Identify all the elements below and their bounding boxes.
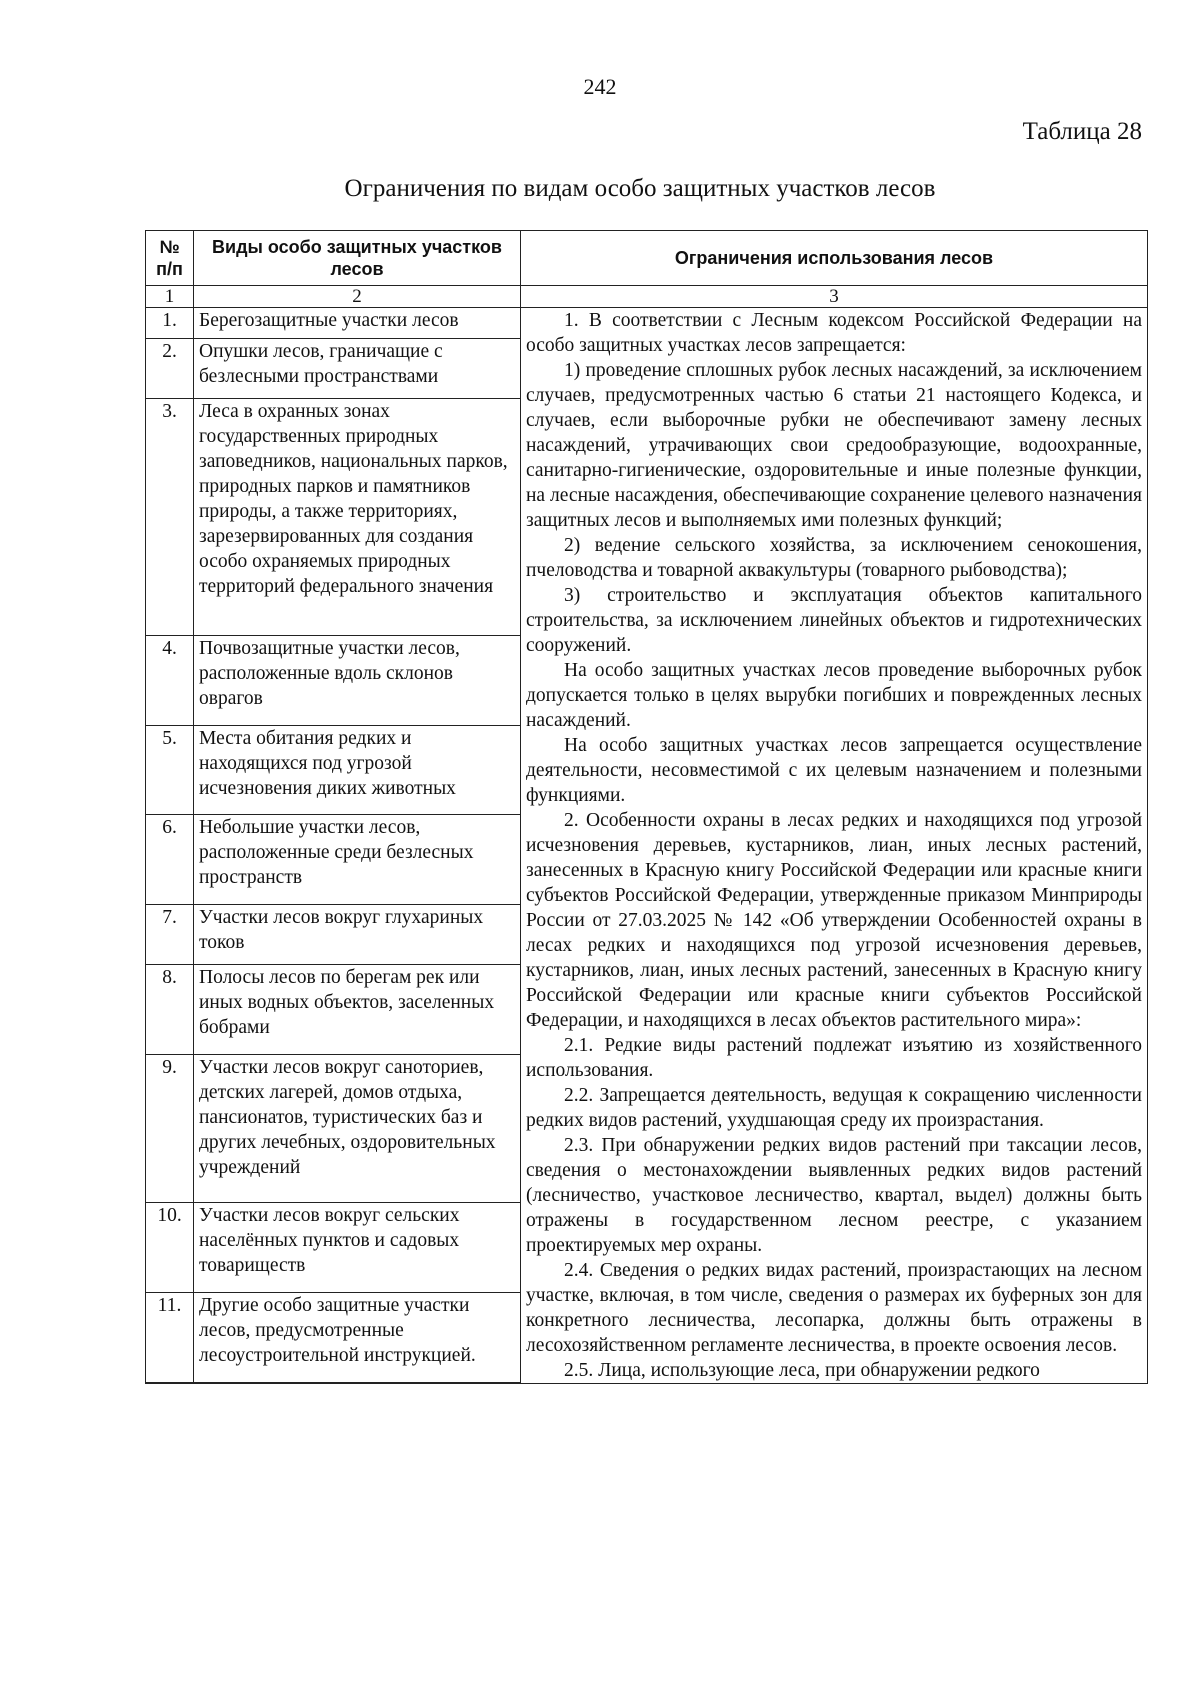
header-types: Виды особо защитных участков лесов — [194, 231, 521, 286]
restriction-paragraph: 2. Особенности охраны в лесах редких и находящихся под угрозой исчезновения деревьев, кустарников, лиан, иных лесных растений, занесенных в Красную книгу Российской Федерации или красные книги субъектов Российской Федерации, утвержденные приказом Минприроды России от 27.03.2025 № 142 «Об утверждении Особенностей охраны в лесах редких и находящихся под угрозой исчезновения деревьев, кустарников, лиан, иных лесных растений, занесенных в Красную книгу Российской Федерации или красные книги субъектов Российской Федерации, и находящихся в лесах объектов растительного мира»: — [526, 810, 1142, 1031]
column-index: 1 — [146, 286, 194, 308]
header-restrictions: Ограничения использования лесов — [521, 231, 1148, 286]
restrictions-table — [145, 230, 1148, 1384]
restriction-paragraph: 2) ведение сельского хозяйства, за исключением сенокошения, пчеловодства и товарной аквакультуры (товарного рыбоводства); — [526, 535, 1142, 581]
row-number: 5. — [146, 725, 194, 815]
row-kind: Почвозащитные участки лесов, расположенные вдоль склонов оврагов — [194, 635, 521, 725]
restriction-paragraph: 2.2. Запрещается деятельность, ведущая к сокращению численности редких видов растений, ухудшающая среду их произрастания. — [526, 1085, 1142, 1131]
column-index-row — [146, 286, 1148, 308]
row-kind: Участки лесов вокруг сельских населённых пунктов и садовых товариществ — [194, 1203, 521, 1293]
row-number: 4. — [146, 635, 194, 725]
filler-cell — [194, 1382, 521, 1383]
restriction-paragraph: 1. В соответствии с Лесным кодексом Российской Федерации на особо защитных участках лесов запрещается: — [526, 310, 1142, 356]
row-kind: Полосы лесов по берегам рек или иных водных объектов, заселенных бобрами — [194, 965, 521, 1055]
table-label: Таблица 28 — [1022, 118, 1142, 145]
header-num: № п/п — [146, 231, 194, 286]
restriction-paragraph: 2.5. Лица, использующие леса, при обнаружении редкого — [564, 1360, 1040, 1381]
row-number: 2. — [146, 338, 194, 398]
restriction-paragraph: 2.1. Редкие виды растений подлежат изъятию из хозяйственного использования. — [526, 1035, 1142, 1081]
row-number: 11. — [146, 1293, 194, 1383]
row-number: 10. — [146, 1203, 194, 1293]
row-number: 9. — [146, 1054, 194, 1203]
row-number: 6. — [146, 815, 194, 905]
row-kind: Небольшие участки лесов, расположенные среди безлесных пространств — [194, 815, 521, 905]
row-number: 7. — [146, 904, 194, 964]
row-kind: Леса в охранных зонах государственных природных заповедников, национальных парков, природных парков и памятников природы, а также территориях, зарезервированных для создания особо охраняемых природных территорий федерального значения — [194, 398, 521, 635]
restriction-paragraph: 2.4. Сведения о редких видах растений, произрастающих на лесном участке, включая, в том числе, сведения о размерах их буферных зон для конкретного лесничества, лесопарка, должны быть отражены в лесохозяйственном регламенте лесничества, в проекте освоения лесов. — [526, 1260, 1142, 1356]
row-kind: Места обитания редких и находящихся под угрозой исчезновения диких животных — [194, 725, 521, 815]
column-index: 3 — [521, 286, 1148, 308]
row-number: 1. — [146, 308, 194, 339]
row-kind: Опушки лесов, граничащие с безлесными пространствами — [194, 338, 521, 398]
row-number: 3. — [146, 398, 194, 635]
table-row — [146, 308, 1148, 339]
page-number: 242 — [583, 74, 617, 99]
restriction-paragraph: На особо защитных участках лесов проведение выборочных рубок допускается только в целях вырубки погибших и поврежденных лесных насаждений. — [526, 660, 1142, 731]
restrictions-cell — [521, 308, 1148, 1384]
table-header-row — [146, 231, 1148, 286]
row-kind: Берегозащитные участки лесов — [194, 308, 521, 339]
restriction-paragraph: На особо защитных участках лесов запрещается осуществление деятельности, несовместимой с их целевым назначением и полезными функциями. — [526, 735, 1142, 806]
restriction-paragraph: 3) строительство и эксплуатация объектов капитального строительства, за исключением линейных объектов и гидротехнических сооружений. — [526, 585, 1142, 656]
row-kind: Участки лесов вокруг саноториев, детских лагерей, домов отдыха, пансионатов, туристических баз и других лечебных, оздоровительных учреждений — [194, 1054, 521, 1203]
table-caption: Ограничения по видам особо защитных участков лесов — [344, 175, 936, 202]
filler-cell — [146, 1382, 194, 1383]
row-number: 8. — [146, 965, 194, 1055]
row-kind: Участки лесов вокруг глухариных токов — [194, 904, 521, 964]
column-index: 2 — [194, 286, 521, 308]
restriction-paragraph: 2.3. При обнаружении редких видов растений при таксации лесов, сведения о местонахождении выявленных редких видов растений (лесничество, участковое лесничество, квартал, выдел) должны быть отражены в государственном лесном реестре, с указанием проектируемых мер охраны. — [526, 1135, 1142, 1256]
restriction-paragraph: 1) проведение сплошных рубок лесных насаждений, за исключением случаев, предусмотренных частью 6 статьи 21 настоящего Кодекса, и случаев, если выборочные рубки не обеспечивают замену лесных насаждений, утрачивающих свои средообразующие, водоохранные, санитарно-гигиенические, оздоровительные и иные полезные функции, на лесные насаждения, обеспечивающие сохранение целевого назначения защитных лесов и выполняемых ими полезных функций; — [526, 360, 1142, 531]
row-kind: Другие особо защитные участки лесов, предусмотренные лесоустроительной инструкцией. — [194, 1293, 521, 1383]
